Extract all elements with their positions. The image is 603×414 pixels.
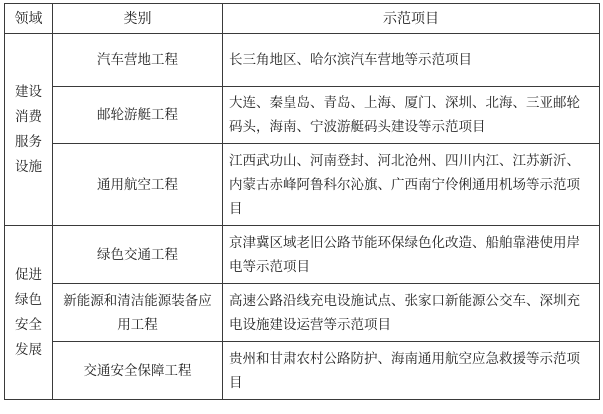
projects-cell: 长三角地区、哈尔滨汽车营地等示范项目 (223, 34, 600, 87)
category-cell: 汽车营地工程 (53, 34, 223, 87)
category-cell: 绿色交通工程 (53, 226, 223, 284)
header-category: 类别 (53, 4, 223, 34)
category-cell: 邮轮游艇工程 (53, 87, 223, 144)
table-row (5, 34, 600, 87)
domain-label: 促进绿色安全发展 (15, 266, 42, 358)
header-domain: 领域 (5, 4, 53, 34)
domain-cell (5, 226, 53, 400)
table-row (5, 226, 600, 284)
header-projects: 示范项目 (223, 4, 600, 34)
table-row (5, 284, 600, 342)
projects-cell: 大连、秦皇岛、青岛、上海、厦门、深圳、北海、三亚邮轮码头，海南、宁波游艇码头建设等示范项目 (223, 87, 600, 144)
domain-label: 建设消费服务设施 (15, 83, 42, 175)
table-header-row (5, 4, 600, 34)
demonstration-projects-table (4, 3, 600, 400)
table-row (5, 87, 600, 144)
category-cell: 新能源和清洁能源装备应用工程 (53, 284, 223, 342)
table-row (5, 342, 600, 400)
category-cell: 通用航空工程 (53, 144, 223, 226)
projects-cell: 京津冀区域老旧公路节能环保绿色化改造、船舶靠港使用岸电等示范项目 (223, 226, 600, 284)
category-cell: 交通安全保障工程 (53, 342, 223, 400)
table-row (5, 144, 600, 226)
projects-cell: 贵州和甘肃农村公路防护、海南通用航空应急救援等示范项目 (223, 342, 600, 400)
domain-cell (5, 34, 53, 226)
projects-cell: 高速公路沿线充电设施试点、张家口新能源公交车、深圳充电设施建设运营等示范项目 (223, 284, 600, 342)
projects-cell: 江西武功山、河南登封、河北沧州、四川内江、江苏新沂、内蒙古赤峰阿鲁科尔沁旗、广西南宁伶俐通用机场等示范项目 (223, 144, 600, 226)
